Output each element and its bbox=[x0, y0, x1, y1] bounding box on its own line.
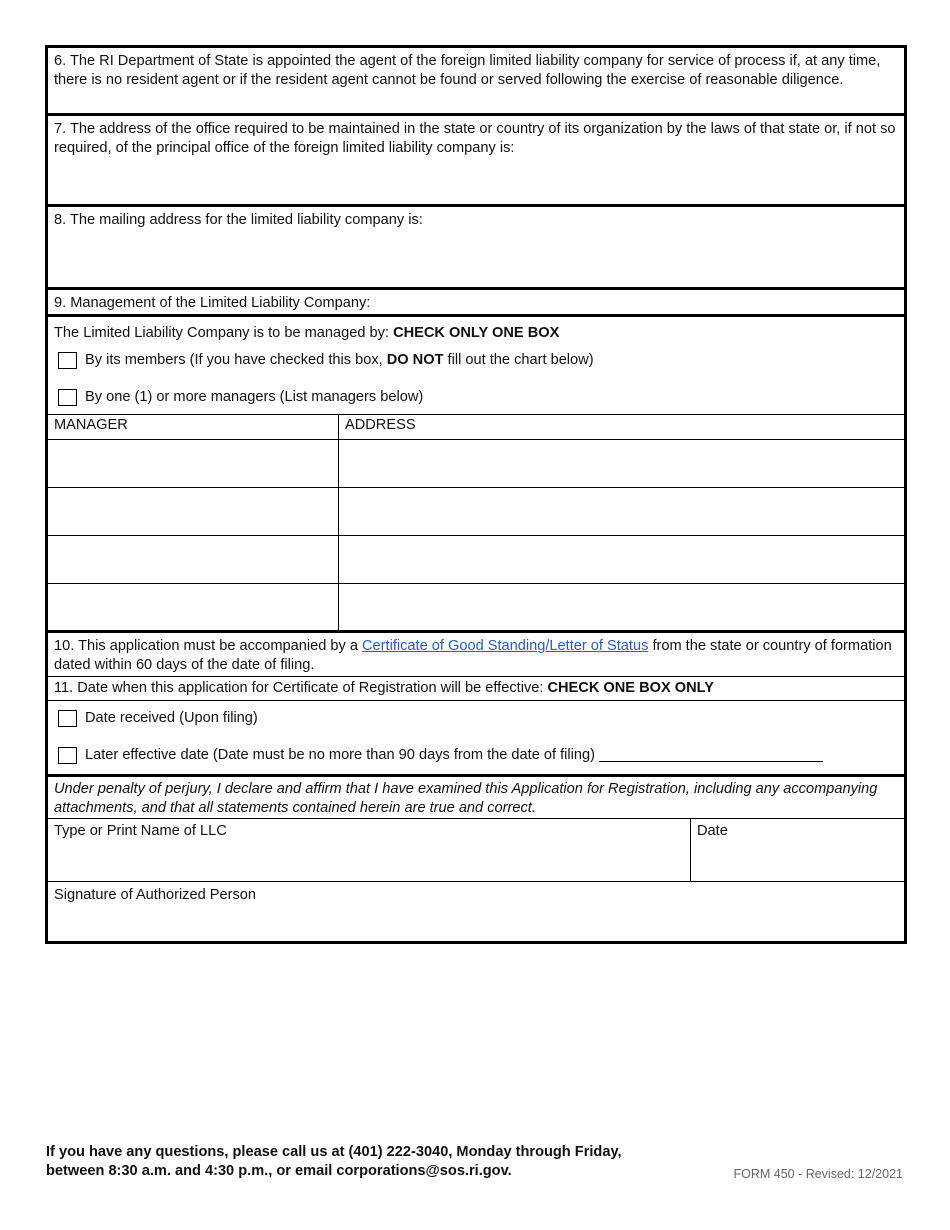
form-number: FORM 450 - Revised: 12/2021 bbox=[733, 1167, 903, 1181]
later-date-label: Later effective date (Date must be no more than 90 days from the date of filing) bbox=[85, 746, 595, 763]
item-11: 11. Date when this application for Certificate of Registration will be effective: CHECK ONE BOX ONLY bbox=[48, 676, 904, 700]
later-date-option bbox=[54, 740, 898, 770]
members-option bbox=[54, 346, 898, 376]
manager-column-header: MANAGER bbox=[48, 415, 339, 439]
members-option-label: By its members (If you have checked this box, DO NOT fill out the chart below) bbox=[85, 352, 594, 369]
contact-line-1: If you have any questions, please call us at (401) 222-3040, Monday through Friday, bbox=[46, 1144, 622, 1160]
table-row bbox=[48, 535, 904, 583]
good-standing-link[interactable]: Certificate of Good Standing/Letter of Status bbox=[362, 638, 649, 654]
address-cell[interactable] bbox=[339, 584, 904, 630]
managers-option-label: By one (1) or more managers (List managers below) bbox=[85, 389, 424, 406]
llc-name-field[interactable] bbox=[48, 819, 691, 881]
perjury-statement: Under penalty of perjury, I declare and affirm that I have examined this Application for Registration, including any accompanying attachments, and that all statements contained herein are true and correct. bbox=[48, 774, 904, 818]
table-row bbox=[48, 439, 904, 487]
managers-option bbox=[54, 383, 898, 413]
item-7[interactable]: 7. The address of the office required to be maintained in the state or country of its organization by the laws of that state or, if not so required, of the principal office of the foreign limited liability company is: bbox=[48, 113, 904, 204]
later-date-input[interactable] bbox=[599, 748, 823, 762]
effective-date-options bbox=[48, 700, 904, 774]
item-8[interactable]: 8. The mailing address for the limited liability company is: bbox=[48, 204, 904, 287]
item-10: 10. This application must be accompanied by a Certificate of Good Standing/Letter of Status from the state or country of formation dated within 60 days of the date of filing. bbox=[48, 630, 904, 676]
contact-footer bbox=[46, 1143, 622, 1181]
application-form bbox=[45, 45, 907, 944]
address-column-header: ADDRESS bbox=[345, 417, 416, 433]
date-field[interactable] bbox=[691, 819, 904, 881]
table-row bbox=[48, 487, 904, 535]
llc-name-label: Type or Print Name of LLC bbox=[54, 823, 227, 839]
manager-table-header bbox=[48, 414, 904, 439]
llc-name-date-row bbox=[48, 818, 904, 881]
address-cell[interactable] bbox=[339, 488, 904, 535]
manager-cell[interactable] bbox=[48, 536, 339, 583]
address-cell[interactable] bbox=[339, 536, 904, 583]
signature-label: Signature of Authorized Person bbox=[54, 887, 257, 903]
item-9: 9. Management of the Limited Liability Company: bbox=[48, 287, 904, 314]
manager-cell[interactable] bbox=[48, 440, 339, 487]
table-row bbox=[48, 583, 904, 630]
date-received-label: Date received (Upon filing) bbox=[85, 709, 258, 726]
manager-cell[interactable] bbox=[48, 584, 339, 630]
date-label: Date bbox=[697, 823, 728, 839]
address-cell[interactable] bbox=[339, 440, 904, 487]
contact-line-2: between 8:30 a.m. and 4:30 p.m., or email corporations@sos.ri.gov. bbox=[46, 1163, 512, 1179]
item-6: 6. The RI Department of State is appointed the agent of the foreign limited liability company for service of process if, at any time, there is no resident agent or if the resident agent cannot be found or served following the exercise of reasonable diligence. bbox=[54, 53, 881, 88]
later-date-checkbox[interactable] bbox=[58, 747, 77, 764]
signature-field[interactable] bbox=[48, 881, 904, 941]
managers-checkbox[interactable] bbox=[58, 389, 77, 406]
managed-by-text: The Limited Liability Company is to be managed by: CHECK ONLY ONE BOX bbox=[54, 325, 560, 341]
manager-cell[interactable] bbox=[48, 488, 339, 535]
date-received-option bbox=[54, 703, 898, 733]
date-received-checkbox[interactable] bbox=[58, 710, 77, 727]
members-checkbox[interactable] bbox=[58, 352, 77, 369]
management-options bbox=[48, 314, 904, 414]
